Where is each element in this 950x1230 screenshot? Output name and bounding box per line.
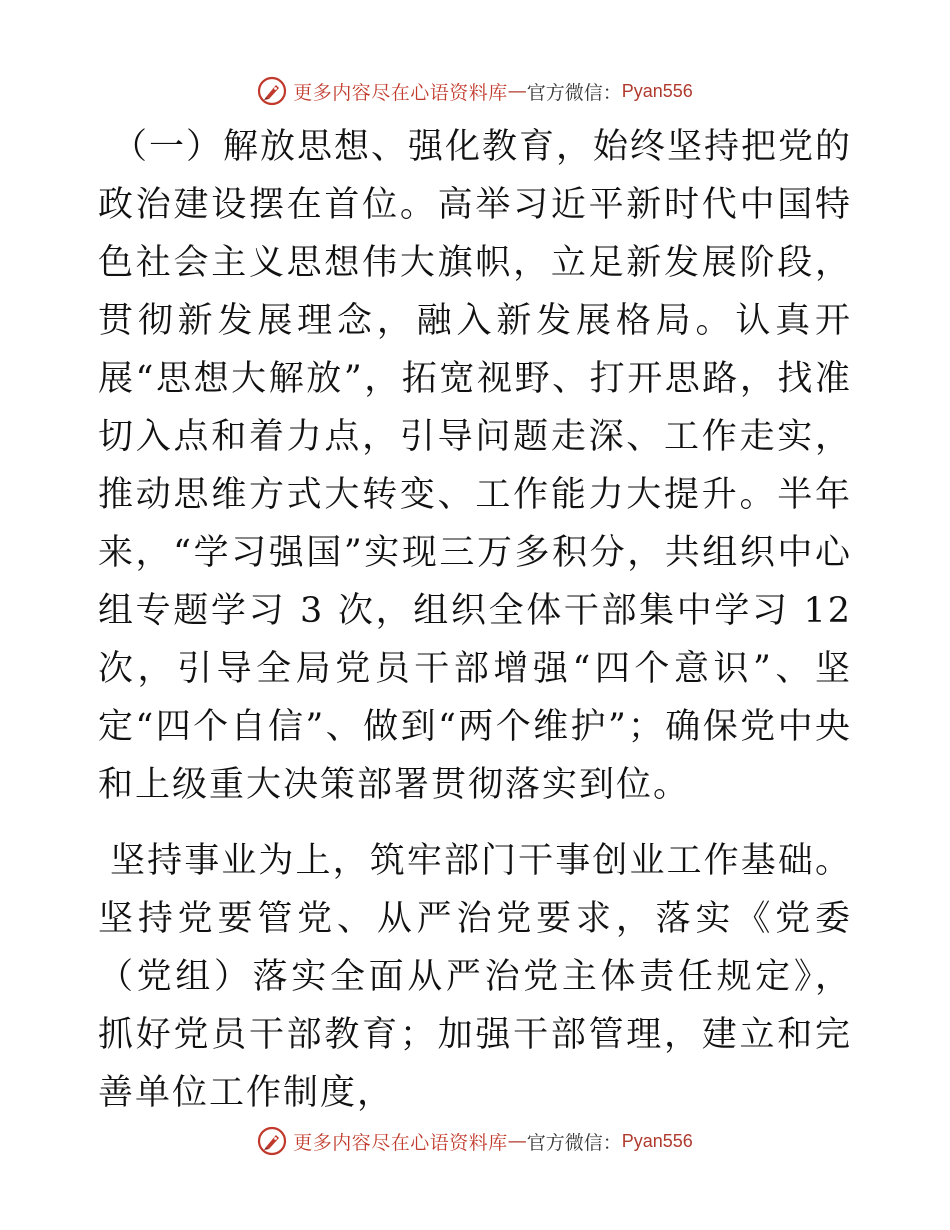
header-dash: — (507, 80, 527, 102)
paragraph-1: （一）解放思想、强化教育，始终坚持把党的政治建设摆在首位。高举习近平新时代中国特色社会主义思想伟大旗帜，立足新发展阶段，贯彻新发展理念，融入新发展格局。认真开展“思想大解放”，拓宽视野、打开思路，找准切入点和着力点，引导问题走深、工作走实，推动思维方式大转变、工作能力大提升。半年来，“学习强国”实现三万多积分，共组织中心组专题学习 3 次，组织全体干部集中学习 12 次，引导全局党员干部增强“四个意识”、坚定“四个自信”、做到“两个维护”；确保党中央和上级重大决策部署贯彻落实到位。 (98, 127, 853, 805)
header-watermark (0, 74, 950, 108)
header-brand-text: 更多内容尽在心语资料库 (293, 81, 508, 104)
footer-watermark (0, 1124, 950, 1158)
pen-nib-logo-icon (257, 76, 287, 106)
footer-brand-text: 更多内容尽在心语资料库 (293, 1131, 508, 1154)
document-body (98, 118, 852, 1122)
footer-wechat-label: 官方微信： (526, 1131, 622, 1154)
header-wechat-label: 官方微信： (526, 81, 622, 104)
footer-wechat-id: Pyan556 (621, 1130, 693, 1151)
header-wechat-id: Pyan556 (621, 80, 693, 101)
paragraph-2: 坚持事业为上，筑牢部门干事创业工作基础。坚持党要管党、从严治党要求，落实《党委（党组）落实全面从严治党主体责任规定》，抓好党员干部教育；加强干部管理，建立和完善单位工作制度， (98, 841, 852, 1113)
pen-nib-logo-icon (257, 1126, 287, 1156)
footer-dash: — (507, 1130, 527, 1152)
